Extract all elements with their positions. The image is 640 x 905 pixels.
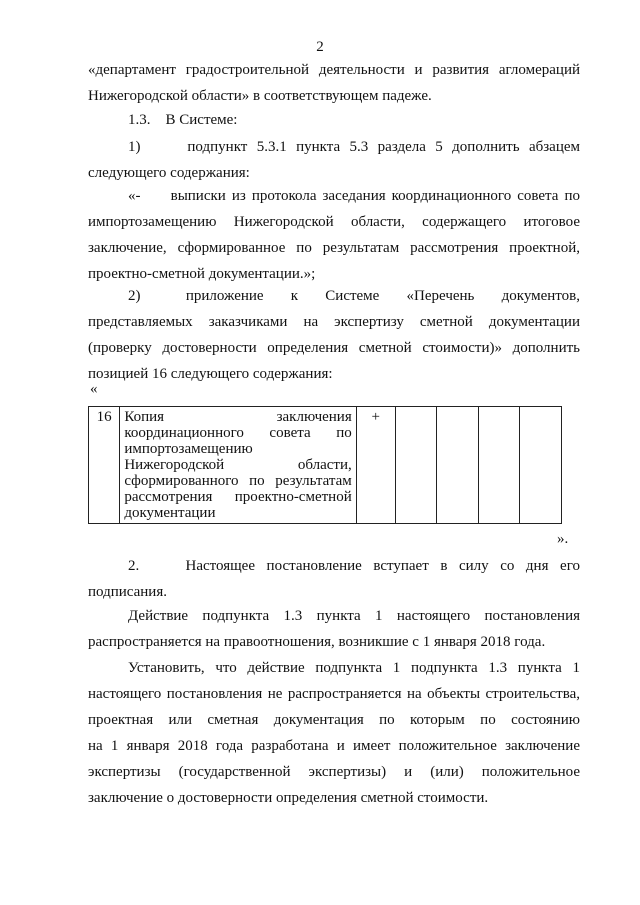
- cell-line: рассмотрения проектно-сметной: [124, 489, 352, 505]
- text-line: подписания.: [88, 584, 167, 600]
- cell-line: Нижегородской области,: [124, 457, 352, 473]
- quote-close: ».: [557, 531, 569, 547]
- paragraph-section-1-3: [88, 107, 580, 133]
- text-line: распространяется на правоотношения, возникшие с 1 января 2018 года.: [88, 634, 546, 650]
- text-line: 1.3. В Системе:: [128, 112, 238, 128]
- paragraph-point-2: [88, 553, 580, 605]
- table-cell-description: [120, 407, 356, 524]
- cell-line: сформированного по результатам: [124, 473, 352, 489]
- text-line: «- выписки из протокола заседания координационного совета по: [128, 188, 580, 204]
- paragraph-item-1: [88, 134, 580, 186]
- cell-line: координационного совета по: [124, 425, 352, 441]
- text-line: 1) подпункт 5.3.1 пункта 5.3 раздела 5 дополнить абзацем: [128, 139, 580, 155]
- text-line: 2. Настоящее постановление вступает в силу со дня его: [128, 558, 580, 574]
- text-line: позицией 16 следующего содержания:: [88, 366, 333, 382]
- table-cell-empty: [520, 407, 562, 524]
- text-line: проектная или сметная документация по которым по состоянию: [88, 712, 580, 728]
- table-cell-mark: +: [356, 407, 395, 524]
- table-cell-empty: [395, 407, 437, 524]
- paragraph-effect: [88, 603, 580, 655]
- text-line: заключение, сформированное по результатам рассмотрения проектной,: [88, 240, 580, 256]
- text-line: Действие подпункта 1.3 пункта 1 настоящего постановления: [128, 608, 580, 624]
- text-line: представляемых заказчиками на экспертизу сметной документации: [88, 314, 580, 330]
- text-line: на 1 января 2018 года разработана и имеет положительное заключение: [88, 738, 580, 754]
- documents-table: [88, 406, 562, 524]
- text-line: 2) приложение к Системе «Перечень документов,: [128, 288, 580, 304]
- table-cell-empty: [478, 407, 520, 524]
- paragraph-department-name: [88, 57, 580, 109]
- text-line: Установить, что действие подпункта 1 подпункта 1.3 пункта 1: [128, 660, 580, 676]
- table-cell-number: 16: [89, 407, 120, 524]
- table-row: [89, 407, 562, 524]
- page-number: 2: [316, 39, 324, 55]
- paragraph-extract: [88, 183, 580, 287]
- text-line: следующего содержания:: [88, 165, 250, 181]
- text-line: импортозамещению Нижегородской области, содержащего итоговое: [88, 214, 580, 230]
- paragraph-establish: [88, 655, 580, 811]
- quote-open: «: [90, 381, 98, 397]
- paragraph-item-2: [88, 283, 580, 387]
- cell-line: Копия заключения: [124, 409, 352, 425]
- text-line: проектно-сметной документации.»;: [88, 266, 316, 282]
- text-line: настоящего постановления не распространяется на объекты строительства,: [88, 686, 580, 702]
- cell-line: импортозамещению: [124, 441, 253, 457]
- cell-line: документации: [124, 505, 216, 521]
- text-line: «департамент градостроительной деятельности и развития агломераций: [88, 62, 580, 78]
- text-line: (проверку достоверности определения сметной стоимости)» дополнить: [88, 340, 580, 356]
- text-line: Нижегородской области» в соответствующем падеже.: [88, 88, 432, 104]
- text-line: заключение о достоверности определения сметной стоимости.: [88, 790, 489, 806]
- text-line: экспертизы (государственной экспертизы) и (или) положительное: [88, 764, 580, 780]
- table-cell-empty: [437, 407, 479, 524]
